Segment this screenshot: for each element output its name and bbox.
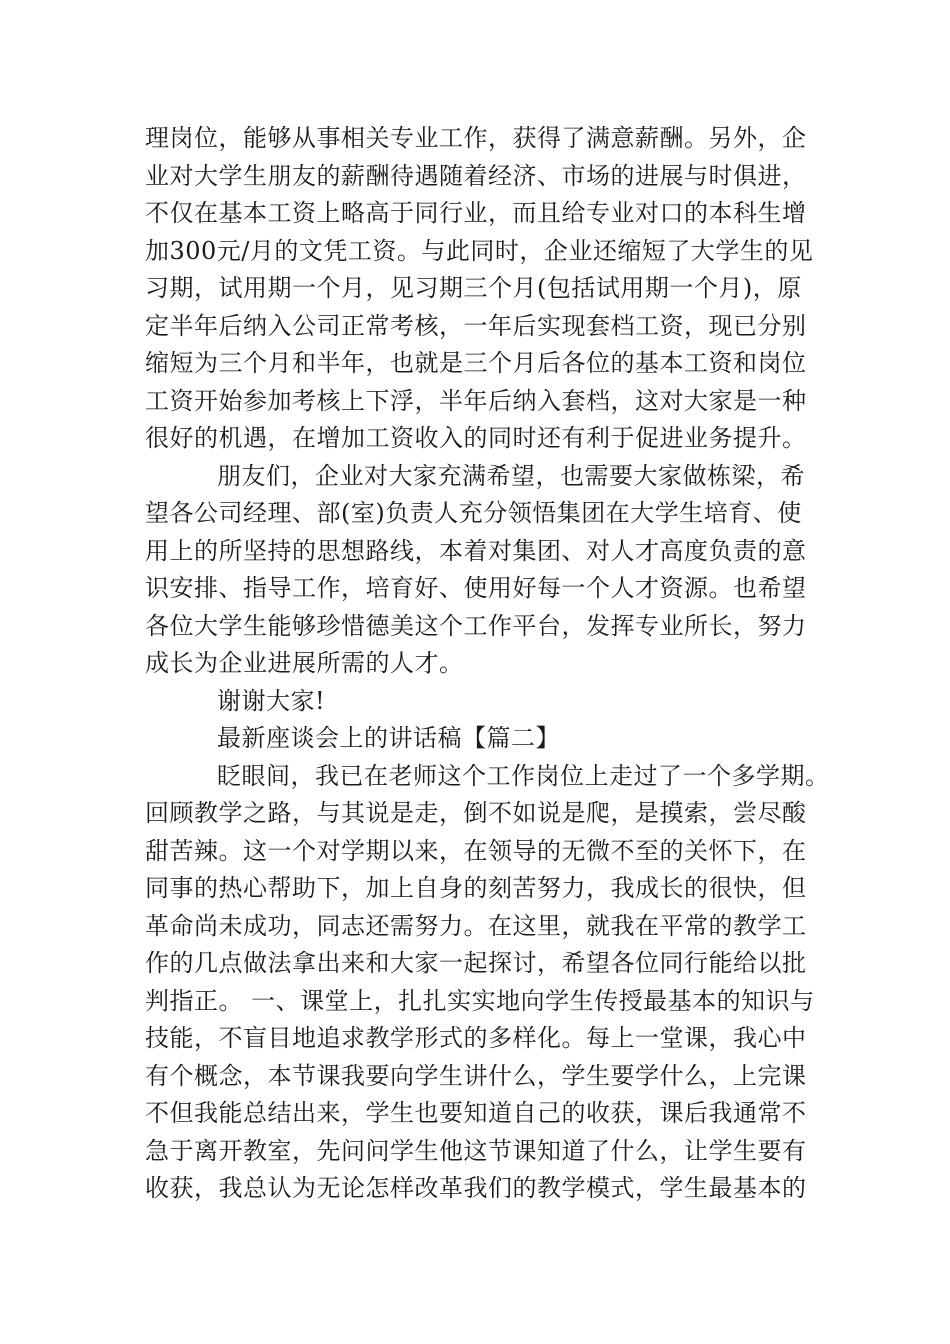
text-line: 缩短为三个月和半年，也就是三个月后各位的基本工资和岗位 [145, 349, 807, 377]
text-line: 业对大学生朋友的薪酬待遇随着经济、市场的进展与时俱进， [145, 162, 807, 190]
text-line: 不但我能总结出来，学生也要知道自己的收获，课后我通常不 [145, 1099, 807, 1127]
text-line: 各位大学生能够珍惜德美这个工作平台，发挥专业所长，努力 [145, 612, 807, 640]
text-line: 望各公司经理、部(室)负责人充分领悟集团在大学生培育、使 [145, 499, 802, 527]
text-line: 作的几点做法拿出来和大家一起探讨，希望各位同行能给以批 [145, 949, 807, 977]
text-line: 有个概念，本节课我要向学生讲什么，学生要学什么，上完课 [145, 1062, 807, 1090]
text-line: 谢谢大家! [217, 687, 326, 715]
text-line: 不仅在基本工资上略高于同行业，而且给专业对口的本科生增 [145, 199, 807, 227]
text-line: 习期，试用期一个月，见习期三个月(包括试用期一个月)，原 [145, 274, 802, 302]
text-line: 识安排、指导工作，培育好、使用好每一个人才资源。也希望 [145, 574, 807, 602]
text-line: 判指正。 一、课堂上，扎扎实实地向学生传授最基本的知识与 [145, 987, 815, 1015]
text-line: 用上的所坚持的思想路线，本着对集团、对人才高度负责的意 [145, 537, 807, 565]
text-line: 革命尚未成功，同志还需努力。在这里，就我在平常的教学工 [145, 912, 807, 940]
section-heading: 最新座谈会上的讲话稿【篇二】 [217, 724, 560, 752]
text-line: 眨眼间，我已在老师这个工作岗位上走过了一个多学期。 [217, 762, 830, 790]
text-line: 急于离开教室，先问问学生他这节课知道了什么，让学生要有 [145, 1137, 807, 1165]
text-line: 甜苦辣。这一个对学期以来，在领导的无微不至的关怀下，在 [145, 837, 807, 865]
text-line: 很好的机遇，在增加工资收入的同时还有利于促进业务提升。 [145, 424, 807, 452]
text-line: 朋友们，企业对大家充满希望，也需要大家做栋梁，希 [217, 462, 805, 490]
text-line: 同事的热心帮助下，加上自身的刻苦努力，我成长的很快，但 [145, 874, 807, 902]
text-line: 技能，不盲目地追求教学形式的多样化。每上一堂课，我心中 [145, 1024, 807, 1052]
text-line: 加300元/月的文凭工资。与此同时，企业还缩短了大学生的见 [145, 237, 814, 265]
text-line: 收获，我总认为无论怎样改革我们的教学模式，学生最基本的 [145, 1174, 807, 1202]
text-line: 定半年后纳入公司正常考核，一年后实现套档工资，现已分别 [145, 312, 807, 340]
text-line: 工资开始参加考核上下浮，半年后纳入套档，这对大家是一种 [145, 387, 807, 415]
text-line: 回顾教学之路，与其说是走，倒不如说是爬，是摸索，尝尽酸 [145, 799, 807, 827]
text-line: 理岗位，能够从事相关专业工作，获得了满意薪酬。另外，企 [145, 124, 807, 152]
text-line: 成长为企业进展所需的人才。 [145, 649, 464, 677]
